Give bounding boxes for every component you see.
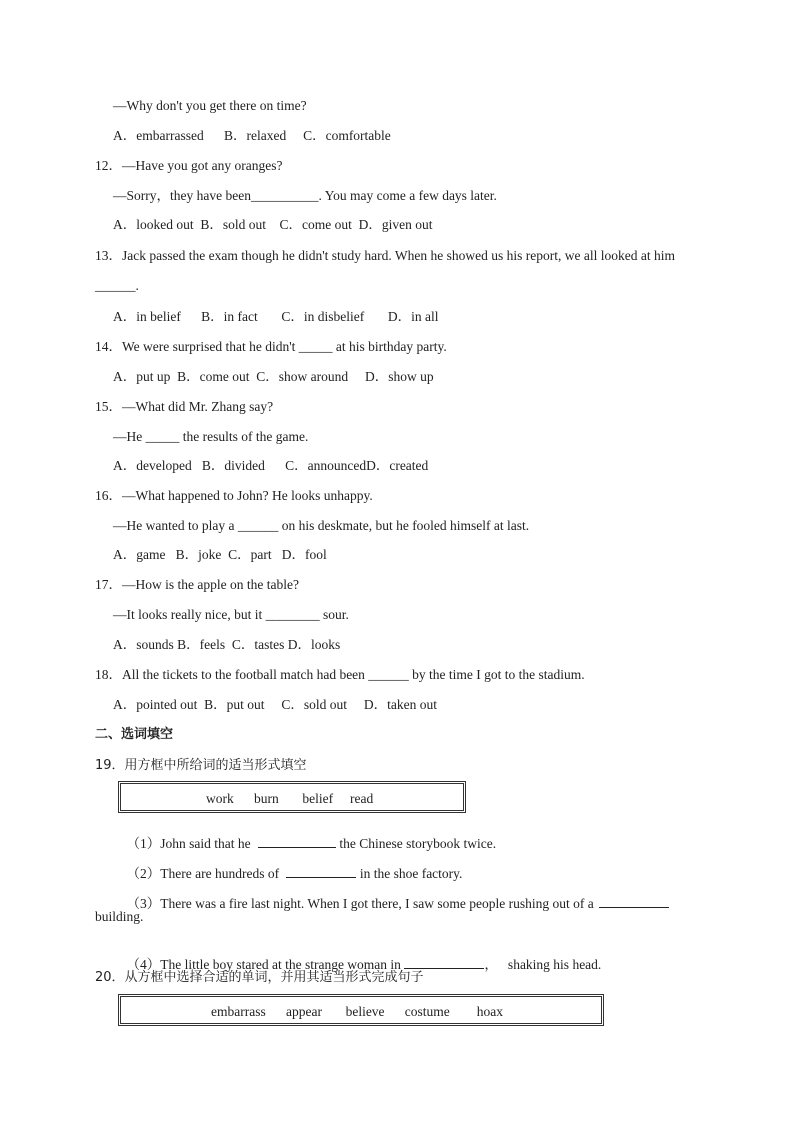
q15-options: A．developed B．divided C．announcedD．created (113, 458, 429, 473)
q19-item-2-rest: in the shoe factory. (356, 866, 463, 881)
q20-word-list: embarrass appear believe costume hoax (211, 1004, 504, 1019)
q19-item-1-text: （1）John said that he (126, 836, 254, 851)
q16-options: A．game B．joke C．part D．fool (113, 547, 327, 562)
q20-prompt (95, 969, 424, 986)
q17-options: A．sounds B．feels C．tastes D．looks (113, 637, 341, 652)
q19-word-list: work burn belief read (206, 791, 374, 806)
q18-question: 18．All the tickets to the football match had been ______ by the time I got to the stadium. (95, 667, 585, 682)
q15-question: 15．—What did Mr. Zhang say? (95, 399, 274, 414)
q11-response: —Why don't you get there on time? (113, 98, 307, 113)
q19-item-1-rest: the Chinese storybook twice. (336, 836, 497, 851)
q19-prompt-text: 19．用方框中所给词的适当形式填空 (95, 758, 307, 773)
q19-word-box (118, 781, 466, 813)
answer-blank[interactable] (258, 834, 336, 848)
q12-question: 12．—Have you got any oranges? (95, 158, 283, 173)
q13-question: 13．Jack passed the exam though he didn't study hard. When he showed us his report, we all looked at him (95, 248, 675, 263)
q19-item-3-text: （3）There was a fire last night. When I got there, I saw some people rushing out of a (126, 896, 598, 911)
q14-options: A．put up B．come out C．show around D．show up (113, 369, 434, 384)
q19-item-4-rest: ， shaking his head. (484, 957, 602, 972)
q12-response: —Sorry，they have been__________. You may come a few days later. (113, 188, 497, 203)
q20-word-box (118, 994, 604, 1026)
q18-options: A．pointed out B．put out C．sold out D．taken out (113, 697, 437, 712)
q11-options: A．embarrassed B．relaxed C．comfortable (113, 128, 391, 143)
q13-blank: ______. (95, 278, 139, 293)
answer-blank[interactable] (599, 894, 669, 908)
q19-item-3-cont: building. (95, 909, 144, 924)
q17-response: —It looks really nice, but it ________ sour. (113, 607, 349, 622)
q19-item-3 (113, 878, 669, 928)
q17-question: 17．—How is the apple on the table? (95, 577, 299, 592)
q13-options: A．in belief B．in fact C．in disbelief D．in all (113, 309, 439, 324)
answer-blank[interactable] (404, 955, 484, 969)
q19-prompt (95, 757, 307, 774)
q16-question: 16．—What happened to John? He looks unhappy. (95, 488, 373, 503)
q12-options: A．looked out B．sold out C．come out D．given out (113, 217, 433, 232)
q19-item-2-text: （2）There are hundreds of (126, 866, 283, 881)
section-2-title: 二、选词填空 (95, 727, 174, 742)
q19-item-4-text: （4）The little boy stared at the strange woman in (126, 957, 405, 972)
answer-blank[interactable] (286, 864, 356, 878)
q20-prompt-text: 20．从方框中选择合适的单词，并用其适当形式完成句子 (95, 970, 424, 985)
q16-response: —He wanted to play a ______ on his deskmate, but he fooled himself at last. (113, 518, 530, 533)
q14-question: 14．We were surprised that he didn't _____ at his birthday party. (95, 339, 447, 354)
q15-response: —He _____ the results of the game. (113, 429, 309, 444)
